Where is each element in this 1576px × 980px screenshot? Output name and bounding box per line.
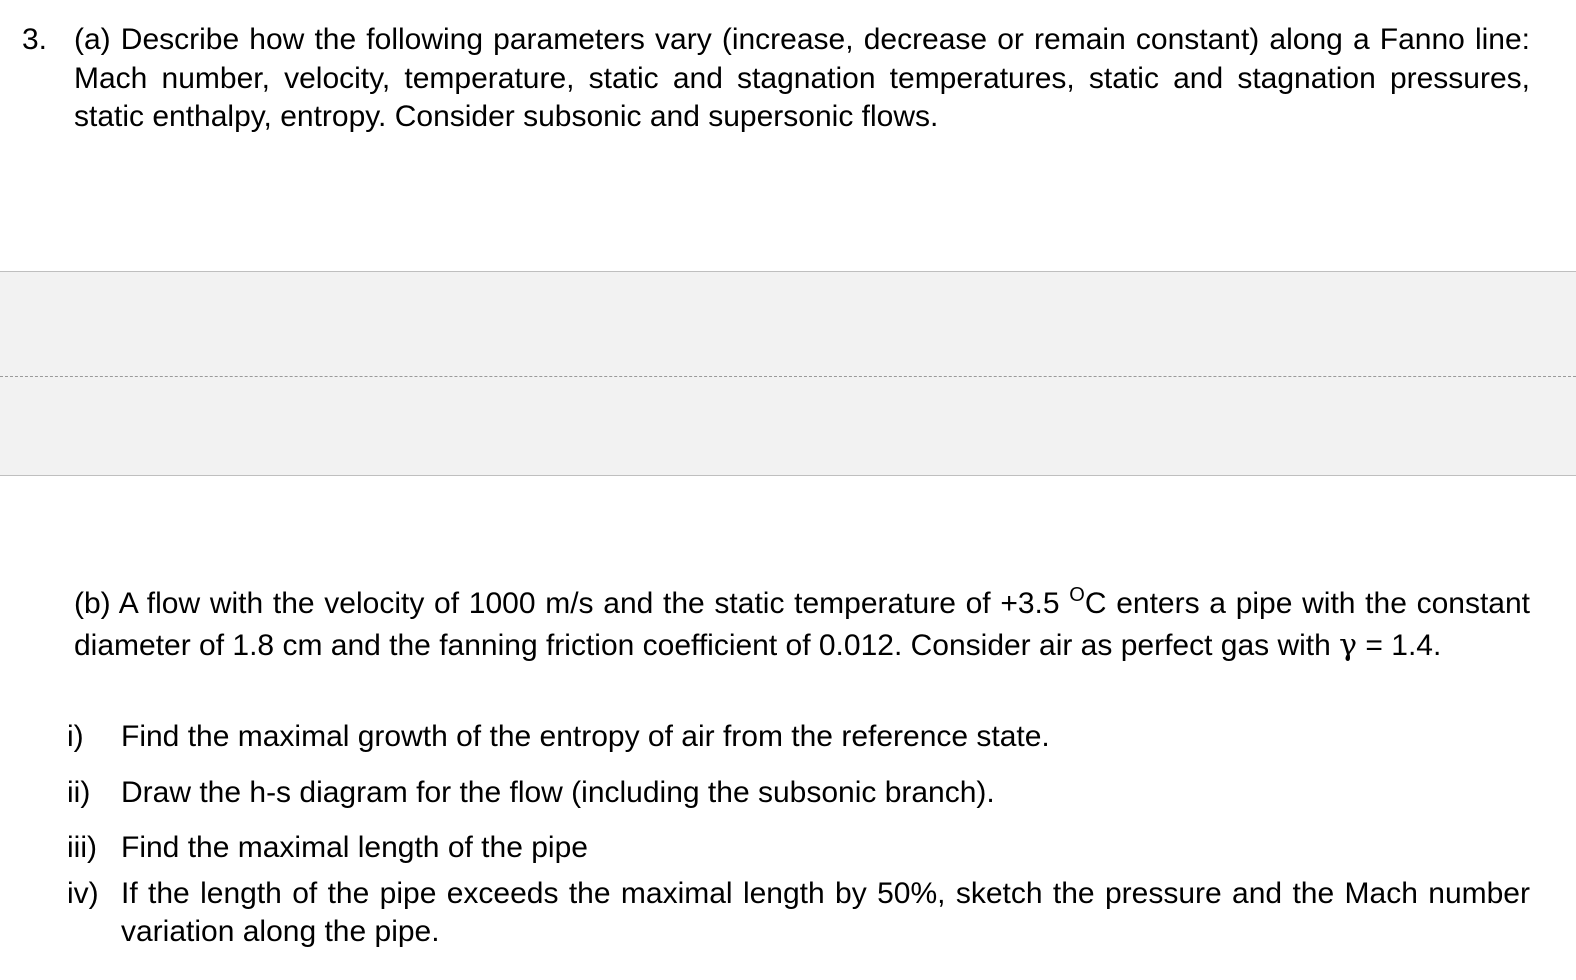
sub-question-text: Find the maximal length of the pipe [121,831,588,864]
part-b-text-2: C enters a pipe with the constant diameter of 1.8 cm and the fanning friction coefficient of 0.012. Consider air as perfect gas with [74,587,1530,662]
sub-question-item [0,718,1576,757]
degree-superscript: O [1069,584,1085,606]
sub-question-text: Find the maximal growth of the entropy of air from the reference state. [121,720,1050,753]
sub-question-text: If the length of the pipe exceeds the maximal length by 50%, sketch the pressure and the Mach number variation along the pipe. [121,876,1530,948]
sub-question-item [0,875,1576,952]
sub-question-label: ii) [67,775,91,809]
gamma-symbol: γ [1339,627,1358,663]
sub-question-text: Draw the h-s diagram for the flow (including the subsonic branch). [121,775,995,809]
part-b-text-1: (b) A flow with the velocity of 1000 m/s and the static temperature of +3.5 [74,587,1070,620]
part-b-text-3: = 1.4. [1357,628,1442,662]
answer-area-divider [0,376,1576,377]
sub-question-label: i) [67,720,84,753]
sub-question-label: iv) [67,876,99,910]
sub-question-list [0,718,1576,952]
answer-area-band [0,271,1576,476]
sub-question-item [0,774,1576,813]
part-b-text [74,585,1530,665]
sub-question-label: iii) [67,831,97,864]
part-a-text: (a) Describe how the following parameters vary (increase, decrease or remain constant) along a Fanno line: Mach number, velocity, temperature, static and stagnation temperatures, static and stagnation pressures, static enthalpy, entropy. Consider subsonic and supersonic flows. [74,23,1530,133]
question-number: 3. [22,23,48,56]
sub-question-item [0,829,1576,868]
